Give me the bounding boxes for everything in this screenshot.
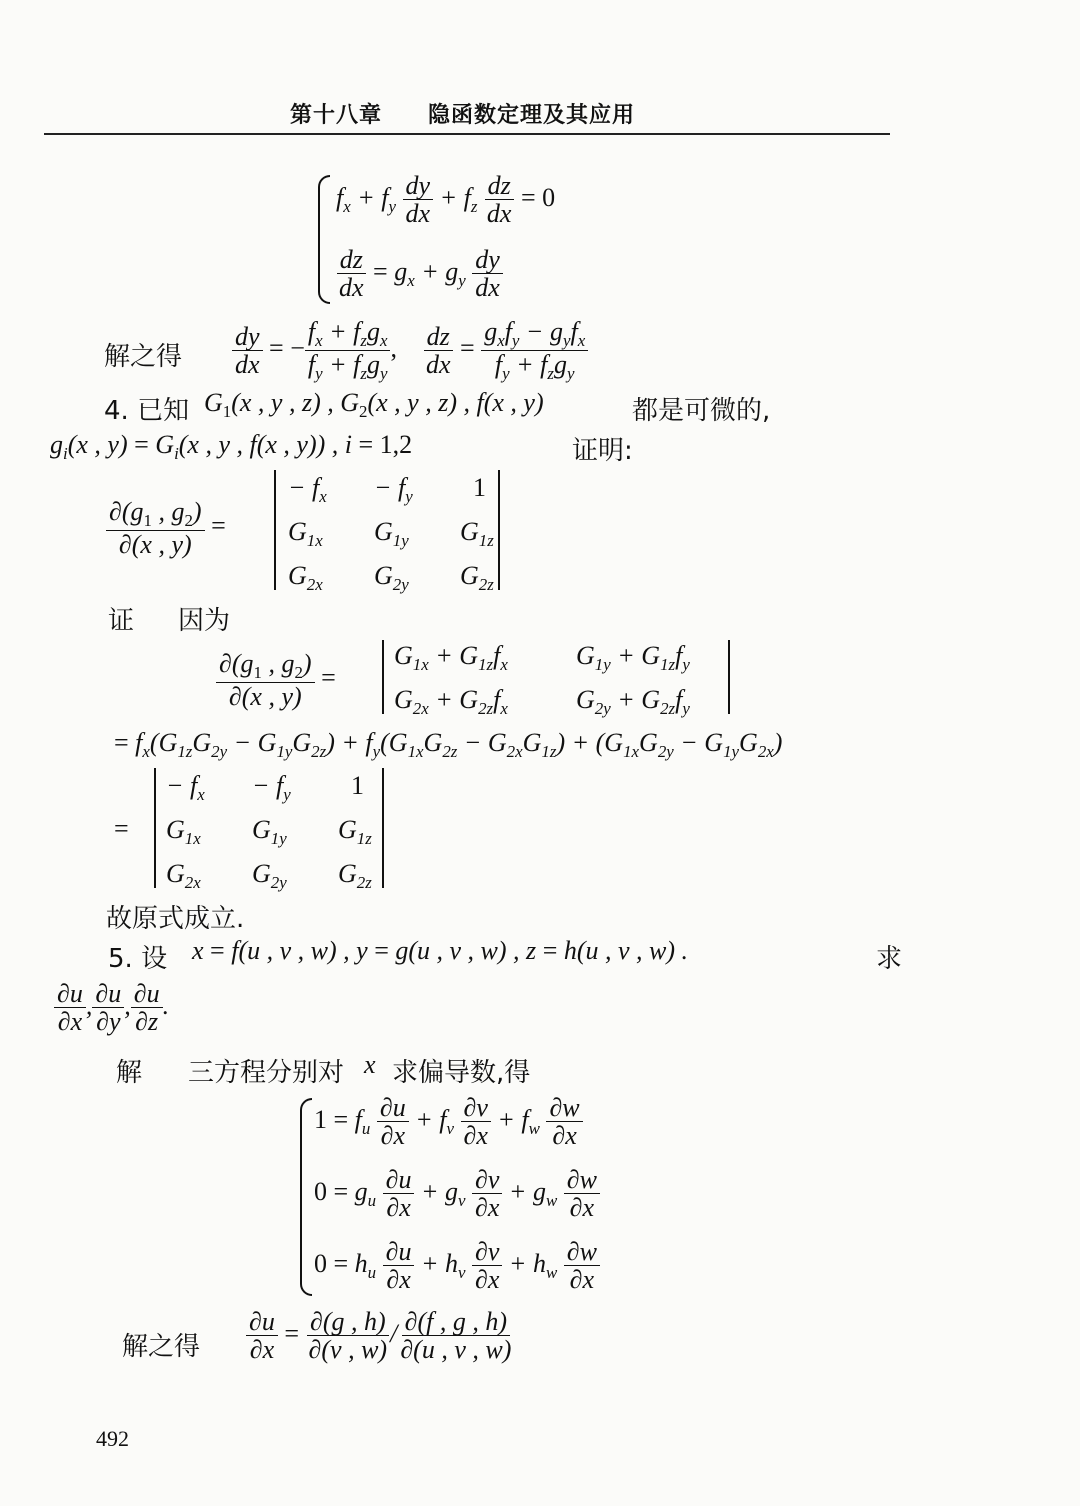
- equation: $g_i(x$ , $y) = G_i(x$ , y , f(x , y)) , i = 1,2: [50, 430, 413, 464]
- equation: $1 = f_u$ $\frac{\partial u}{\partial x}$ + $f_v$ $\frac{\partial v}{\partial x}$ + $f_w$ $\frac{\partial w}{\partial x}$: [314, 1094, 583, 1150]
- equals-sign: =: [114, 814, 129, 843]
- det-bar-left: [154, 768, 156, 888]
- equation: $\frac{dz}{dx}$ = $g_x + g_y$ $\frac{dy}{dx}$: [336, 246, 503, 302]
- solution-step-tail: 求偏导数,得: [392, 1058, 531, 1088]
- equation: $0 = g_u$ $\frac{\partial u}{\partial x}$ + $g_v$ $\frac{\partial v}{\partial x}$ + $g_w$ $\frac{\partial w}{\partial x}$: [314, 1166, 600, 1222]
- item-4-prefix: 4. 已知: [104, 396, 190, 426]
- equation: $0 = h_u$ $\frac{\partial u}{\partial x}$ + $h_v$ $\frac{\partial v}{\partial x}$ + $h_w$ $\frac{\partial w}{\partial x}$: [314, 1238, 600, 1294]
- equation: $\frac{\partial(g_1 , g_2)}{\partial(x , y)}$ =: [216, 650, 336, 710]
- page-number: 492: [96, 1426, 129, 1451]
- equation: $G_1(x$ , y , z) , $G_2(x$ , y , z) , f(x , y): [204, 388, 544, 422]
- equation: = $f_x(G_{1z}G_{2y} - G_{1y}G_{2z}) + f_y(G_{1x}G_{2z} - G_{2x}G_{1z}) + (G_{1x}G_{2y} - G_{1y}G_{2x})$: [114, 728, 783, 762]
- det-bar-left: [274, 470, 276, 590]
- find-label: 求: [876, 944, 903, 974]
- variable-x: x: [364, 1050, 376, 1079]
- equation: x = f(u , v , w) , y = g(u , v , w) , z = h(u , v , w) .: [192, 936, 689, 965]
- proof-label: 证: [108, 606, 135, 636]
- item-4-tail: 都是可微的,: [632, 396, 771, 426]
- equation: $\frac{\partial u}{\partial x}$ = $\frac{\partial(g , h)}{\partial(v , w)}$ / $\frac{\partial(f , g , h)}{\partial(u , v , w)}$: [246, 1308, 514, 1364]
- det-bar-left: [382, 640, 384, 714]
- header-rule: [44, 133, 890, 135]
- prove-label: 证明:: [572, 436, 633, 466]
- determinant: − $f_x$ − $f_y$ 1 $G_{1x}$ $G_{1y}$ $G_{1z}$ $G_{2x}$ $G_{2y}$ $G_{2z}$: [166, 771, 372, 893]
- system-brace: [318, 175, 330, 304]
- equation: $\frac{\partial u}{\partial x}$ , $\frac{\partial u}{\partial y}$ , $\frac{\partial u}{\partial z}$ .: [54, 980, 169, 1036]
- equation: $\frac{\partial(g_1 , g_2)}{\partial(x , y)}$ =: [106, 498, 226, 558]
- solution-label: 解之得: [104, 342, 183, 372]
- equation: $f_x + f_y$ $\frac{dy}{dx}$ + $f_z$ $\frac{dz}{dx}$ = 0: [336, 171, 556, 229]
- solution-label: 解: [116, 1058, 143, 1088]
- equation: $\frac{dy}{dx}$ = − $\frac{f_x + f_zg_x}{f_y + f_zg_y}$ , $\frac{dz}{dx}$ = $\frac{g_xf_y - g_yf_x}{f_y + f_zg_y}$: [232, 318, 588, 383]
- system-brace: [300, 1098, 312, 1296]
- chapter-title: 隐函数定理及其应用: [428, 103, 636, 128]
- because-label: 因为: [178, 606, 231, 636]
- determinant: $G_{1x} + G_{1z}f_x$ $G_{1y} + G_{1z}f_y$ $G_{2x} + G_{2z}f_x$ $G_{2y} + G_{2z}f_y$: [394, 641, 690, 719]
- solution-step: 三方程分别对: [188, 1058, 345, 1088]
- solution-label: 解之得: [122, 1332, 201, 1362]
- item-5-prefix: 5. 设: [108, 944, 168, 974]
- conclusion: 故原式成立.: [106, 904, 245, 934]
- determinant: − $f_x$ − $f_y$ 1 $G_{1x}$ $G_{1y}$ $G_{1z}$ $G_{2x}$ $G_{2y}$ $G_{2z}$: [288, 473, 494, 595]
- chapter-label: 第十八章: [290, 103, 383, 128]
